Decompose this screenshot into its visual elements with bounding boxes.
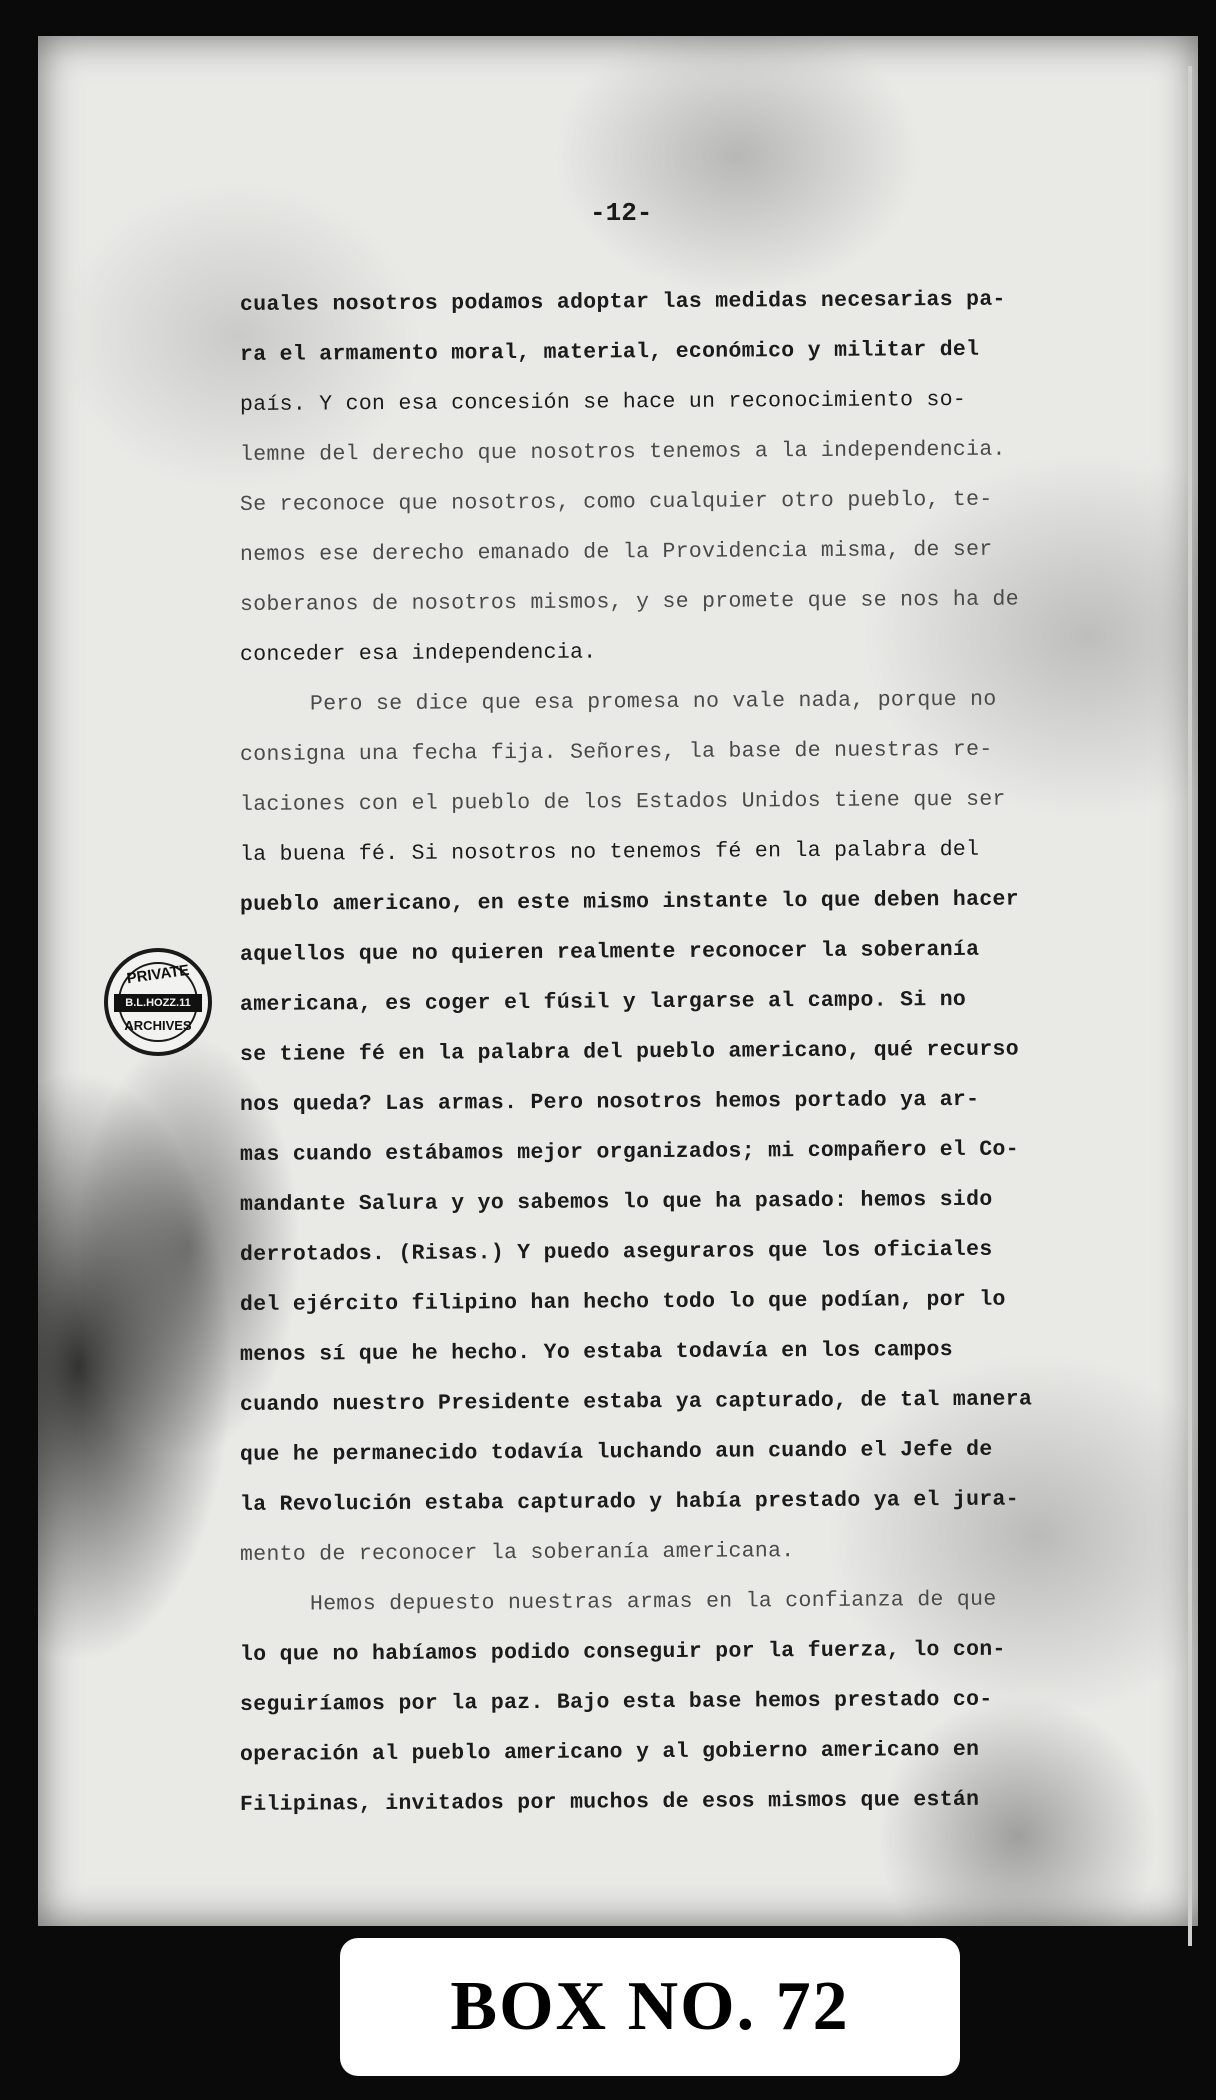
text-line: Hemos depuesto nuestras armas en la confianza de que — [309, 1587, 997, 1617]
text-line: menos sí que he hecho. Yo estaba todavía en los campos — [239, 1338, 953, 1367]
text-line: del ejército filipino han hecho todo lo que podían, por lo — [239, 1287, 1006, 1317]
text-line: lo que no habíamos podido conseguir por la fuerza, lo con- — [239, 1637, 1006, 1667]
text-line: aquellos que no quieren realmente reconocer la soberanía — [239, 937, 980, 967]
text-line: mento de reconocer la soberanía americana. — [239, 1539, 795, 1567]
text-line: cuando nuestro Presidente estaba ya capturado, de tal manera — [239, 1387, 1033, 1417]
text-line: la buena fé. Si nosotros no tenemos fé en la palabra del — [239, 837, 980, 867]
box-number-label — [340, 1938, 960, 2076]
text-line: Pero se dice que esa promesa no vale nada, porque no — [309, 687, 997, 717]
text-line: soberanos de nosotros mismos, y se promete que se nos ha de — [239, 587, 1020, 617]
text-line: país. Y con esa concesión se hace un reconocimiento so- — [239, 387, 967, 417]
stamp-bottom-text: ARCHIVES — [124, 1018, 192, 1033]
page-number: -12- — [590, 198, 653, 228]
text-line: seguiríamos por la paz. Bajo esta base hemos prestado co- — [239, 1687, 993, 1717]
text-line: conceder esa independencia. — [239, 640, 597, 667]
text-line: que he permanecido todavía luchando aun cuando el Jefe de — [239, 1437, 993, 1467]
text-line: derrotados. (Risas.) Y puedo aseguraros que los oficiales — [239, 1237, 993, 1267]
text-line: mas cuando estábamos mejor organizados; mi compañero el Co- — [239, 1137, 1020, 1167]
text-line: laciones con el pueblo de los Estados Unidos tiene que ser — [239, 787, 1006, 817]
stamp-top-text: PRIVATE — [125, 961, 191, 988]
text-line: la Revolución estaba capturado y había prestado ya el jura- — [239, 1487, 1020, 1517]
document-body — [240, 280, 1120, 1830]
paper-edge — [1188, 66, 1192, 1946]
stamp-band-text: B.L.HOZZ.11 — [114, 994, 202, 1012]
text-line: Filipinas, invitados por muchos de esos mismos que están — [239, 1787, 980, 1817]
text-line: ra el armamento moral, material, económico y militar del — [239, 337, 980, 367]
box-number-text: BOX NO. 72 — [450, 1968, 850, 2045]
text-line: pueblo americano, en este mismo instante lo que deben hacer — [239, 887, 1020, 917]
archive-stamp — [104, 948, 212, 1056]
text-line: se tiene fé en la palabra del pueblo americano, qué recurso — [239, 1037, 1020, 1067]
text-line: americana, es coger el fúsil y largarse al campo. Si no — [239, 987, 967, 1017]
text-line: consigna una fecha fija. Señores, la base de nuestras re- — [239, 737, 993, 767]
text-line: nos queda? Las armas. Pero nosotros hemos portado ya ar- — [239, 1087, 980, 1117]
text-line: cuales nosotros podamos adoptar las medidas necesarias pa- — [239, 287, 1006, 317]
text-line: operación al pueblo americano y al gobierno americano en — [239, 1737, 980, 1767]
text-line: Se reconoce que nosotros, como cualquier otro pueblo, te- — [239, 487, 993, 517]
text-line: mandante Salura y yo sabemos lo que ha pasado: hemos sido — [239, 1187, 993, 1217]
text-line: nemos ese derecho emanado de la Providencia misma, de ser — [239, 537, 993, 567]
text-line: lemne del derecho que nosotros tenemos a la independencia. — [239, 437, 1006, 467]
